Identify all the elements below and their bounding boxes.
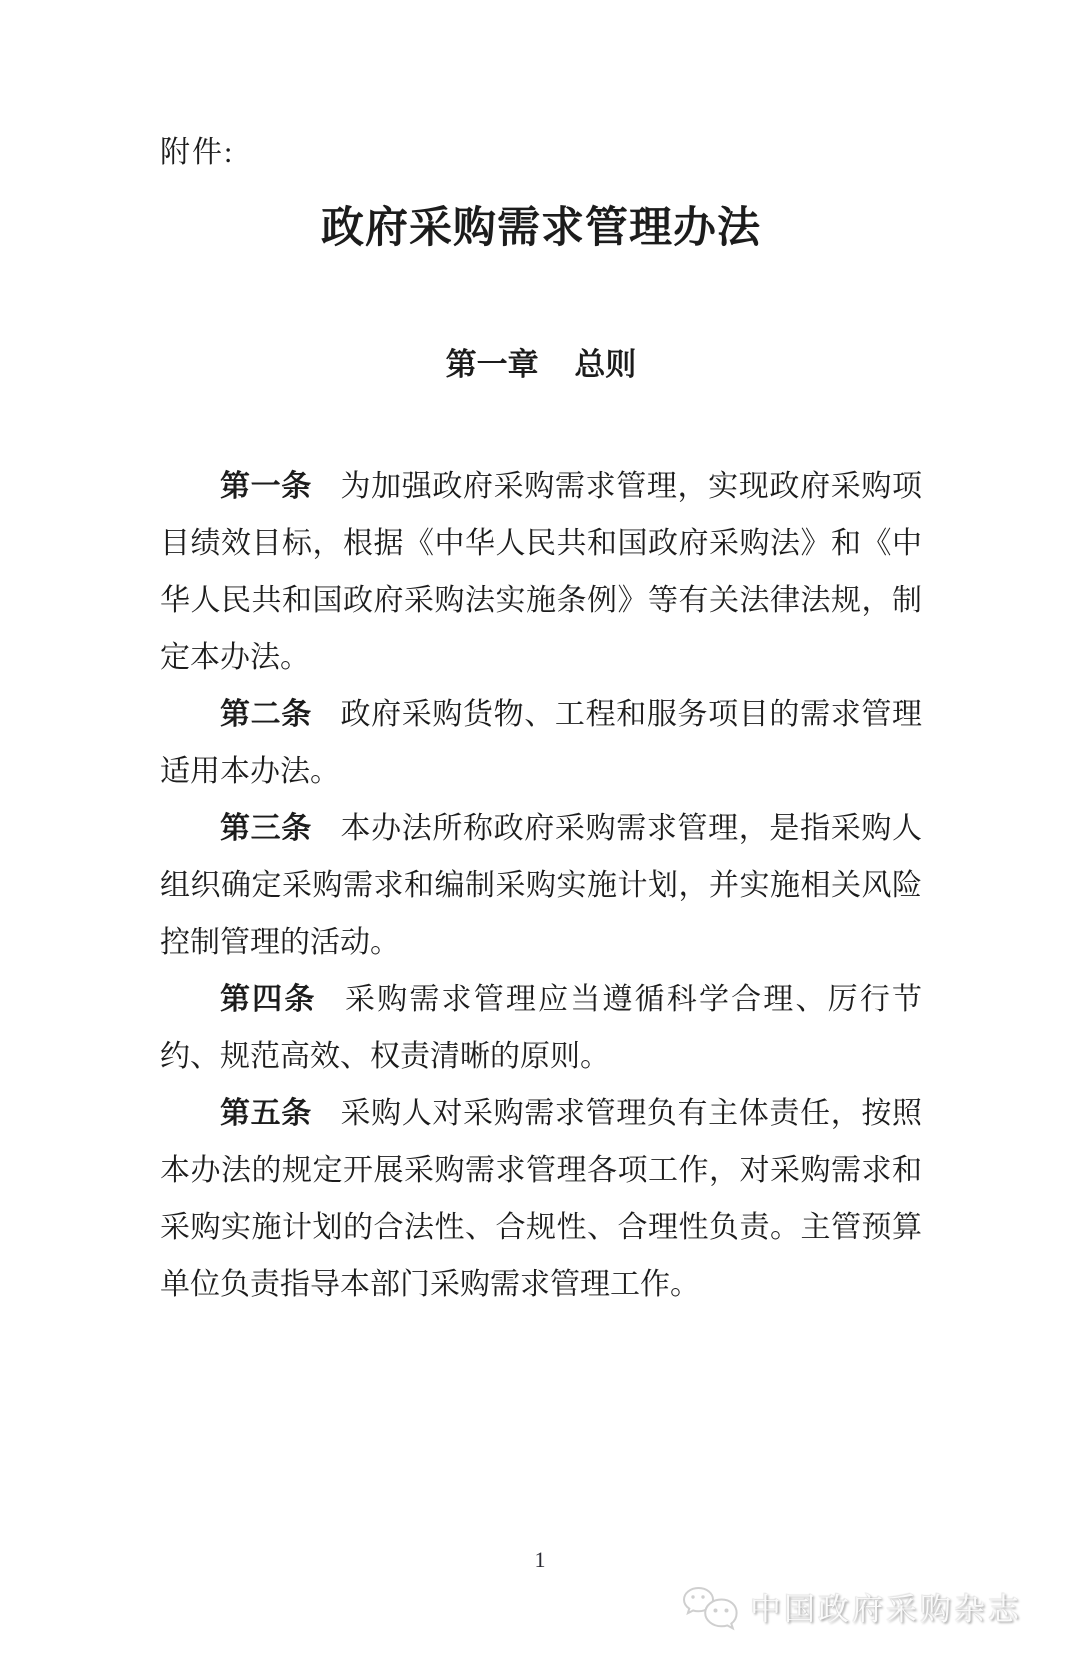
article-5 — [160, 1085, 922, 1313]
chapter-name: 总则 — [574, 347, 637, 382]
page-number: 1 — [534, 1547, 546, 1572]
chapter-number: 第一章 — [445, 347, 539, 382]
document-title: 政府采购需求管理办法 — [321, 205, 761, 252]
article-3 — [160, 800, 922, 971]
article-1 — [160, 458, 922, 686]
article-2-number: 第二条 — [220, 698, 312, 731]
article-3-text: 本办法所称政府采购需求管理，是指采购人组织确定采购需求和编制采购实施计划，并实施相关风险控制管理的活动。 — [160, 812, 923, 959]
article-1-number: 第一条 — [220, 470, 312, 503]
article-3-number: 第三条 — [220, 812, 312, 845]
attachment-label: 附件: — [160, 136, 235, 169]
article-5-text: 采购人对采购需求管理负有主体责任，按照本办法的规定开展采购需求管理各项工作，对采购需求和采购实施计划的合法性、合规性、合理性负责。主管预算单位负责指导本部门采购需求管理工作。 — [160, 1097, 923, 1301]
chapter-heading — [160, 346, 922, 384]
wechat-icon — [682, 1586, 740, 1634]
article-4-number: 第四条 — [220, 983, 317, 1016]
document-content — [0, 134, 1080, 1313]
document-page — [0, 134, 1080, 1662]
article-4 — [160, 971, 922, 1085]
watermark-publisher-name: 中国政府采购杂志 — [750, 1592, 1022, 1627]
article-2 — [160, 686, 922, 800]
publisher-watermark — [682, 1586, 1022, 1634]
article-5-number: 第五条 — [220, 1097, 312, 1130]
articles-body — [160, 458, 922, 1313]
article-4-text: 采购需求管理应当遵循科学合理、厉行节约、规范高效、权责清晰的原则。 — [160, 983, 923, 1073]
article-1-text: 为加强政府采购需求管理，实现政府采购项目绩效目标，根据《中华人民共和国政府采购法》和《中华人民共和国政府采购法实施条例》等有关法律法规，制定本办法。 — [160, 470, 923, 674]
article-2-text: 政府采购货物、工程和服务项目的需求管理适用本办法。 — [160, 698, 923, 788]
